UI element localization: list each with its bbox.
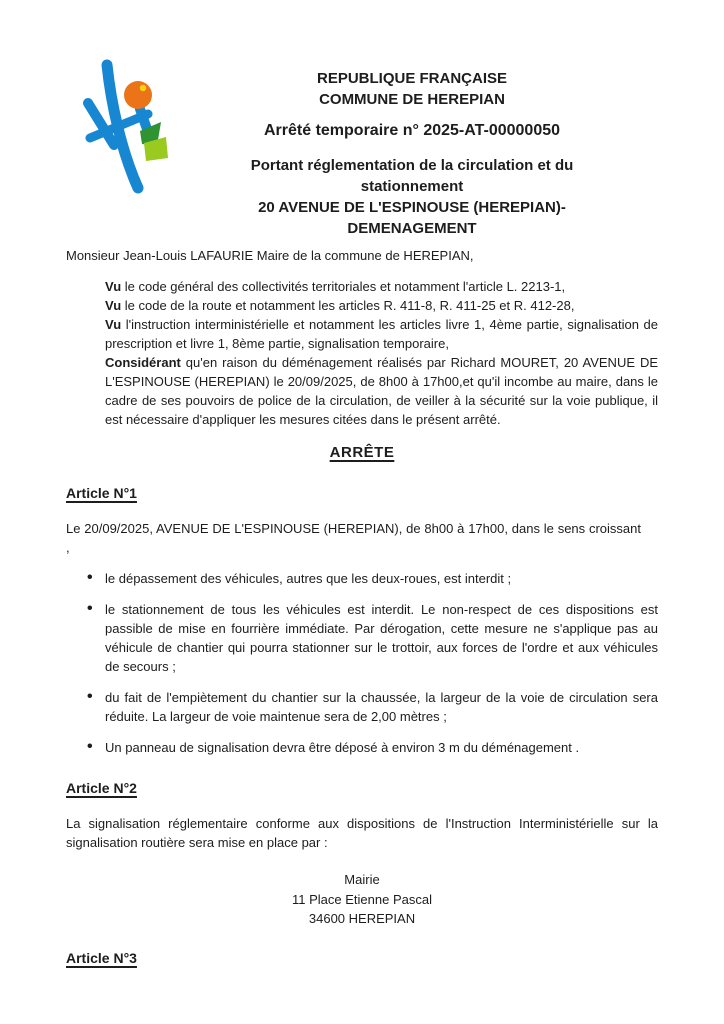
article-2-title: Article N°2 — [66, 780, 137, 796]
recital-vu-2 — [105, 296, 658, 315]
recitals-block — [105, 277, 658, 429]
article-3-title: Article N°3 — [66, 949, 137, 966]
recital-lead: Vu — [105, 298, 122, 313]
recital-text: le code de la route et notamment les articles R. 411-8, R. 411-25 et R. 412-28, — [121, 298, 575, 313]
header-text-block — [212, 58, 612, 239]
document-header — [66, 58, 658, 237]
address-line-2: 11 Place Etienne Pascal — [292, 891, 432, 907]
bullet-item: • Un panneau de signalisation devra être déposé à environ 3 m du déménagement . — [66, 738, 658, 757]
recital-vu-3 — [105, 315, 658, 353]
bullet-item: • le stationnement de tous les véhicules est interdit. Le non-respect de ces dispositions est passible de mise en fourrière immédiate. Par dérogation, cette mesure ne s'applique pas au véhicule de chantier qui pourra stationner sur le trottoir, aux forces de l'ordre et aux véhicules de secours ; — [66, 600, 658, 676]
commune-logo — [80, 58, 180, 208]
recital-lead: Vu — [105, 317, 122, 332]
recital-text: le code général des collectivités territoriales et notamment l'article L. 2213-1, — [121, 279, 566, 294]
recital-lead: Considérant — [105, 355, 181, 370]
recital-text: qu'en raison du déménagement réalisés par Richard MOURET, 20 AVENUE DE L'ESPINOUSE (HEREPIAN) le 20/09/2025, de 8h00 à 17h00,et qu'il incombe au maire, dans le cadre de ses pouvoirs de police de la circulation, de veiller à la sécurité sur la voie publique, il est nécessaire d'appliquer les mesures citées dans le présent arrêté. — [105, 355, 658, 427]
address-line-3: 34600 HEREPIAN — [308, 911, 416, 926]
recital-lead: Vu — [105, 279, 122, 294]
recital-considerant — [105, 353, 658, 429]
commune-line: COMMUNE DE HEREPIAN — [319, 91, 505, 108]
article-1-title: Article N°1 — [66, 485, 137, 501]
logo-sun-icon — [124, 81, 152, 109]
republic-line: REPUBLIQUE FRANÇAISE — [316, 70, 507, 87]
salutation-line: Monsieur Jean-Louis LAFAURIE Maire de la commune de HEREPIAN, — [66, 248, 474, 263]
bullet-item: • le dépassement des véhicules, autres que les deux-roues, est interdit ; — [66, 569, 658, 588]
address-line-1: Mairie — [344, 872, 380, 887]
recital-text: l'instruction interministérielle et notamment les articles livre 1, 4ème partie, signalisation de prescription et livre 1, 8ème partie, signalisation temporaire, — [105, 317, 658, 351]
logo-sun-highlight-icon — [140, 85, 146, 91]
subject-line-1: Portant réglementation de la circulation et du stationnement — [250, 157, 574, 195]
article-1-bullet-list — [66, 569, 658, 757]
address-block — [66, 870, 658, 929]
subject-line-2: 20 AVENUE DE L'ESPINOUSE (HEREPIAN)- DEMENAGEMENT — [258, 199, 566, 237]
order-number: Arrêté temporaire n° 2025-AT-00000050 — [263, 122, 561, 139]
article-1-intro: Le 20/09/2025, AVENUE DE L'ESPINOUSE (HEREPIAN), de 8h00 à 17h00, dans le sens croissant , — [66, 521, 641, 555]
bullet-item: • du fait de l'empiètement du chantier sur la chaussée, la largeur de la voie de circulation sera réduite. La largeur de voie maintenue sera de 2,00 mètres ; — [66, 688, 658, 726]
decree-heading: ARRÊTE — [329, 444, 395, 461]
recital-vu-1 — [105, 277, 658, 296]
article-2-intro: La signalisation réglementaire conforme aux dispositions de l'Instruction Interministérielle sur la signalisation routière sera mise en place par : — [66, 816, 658, 850]
